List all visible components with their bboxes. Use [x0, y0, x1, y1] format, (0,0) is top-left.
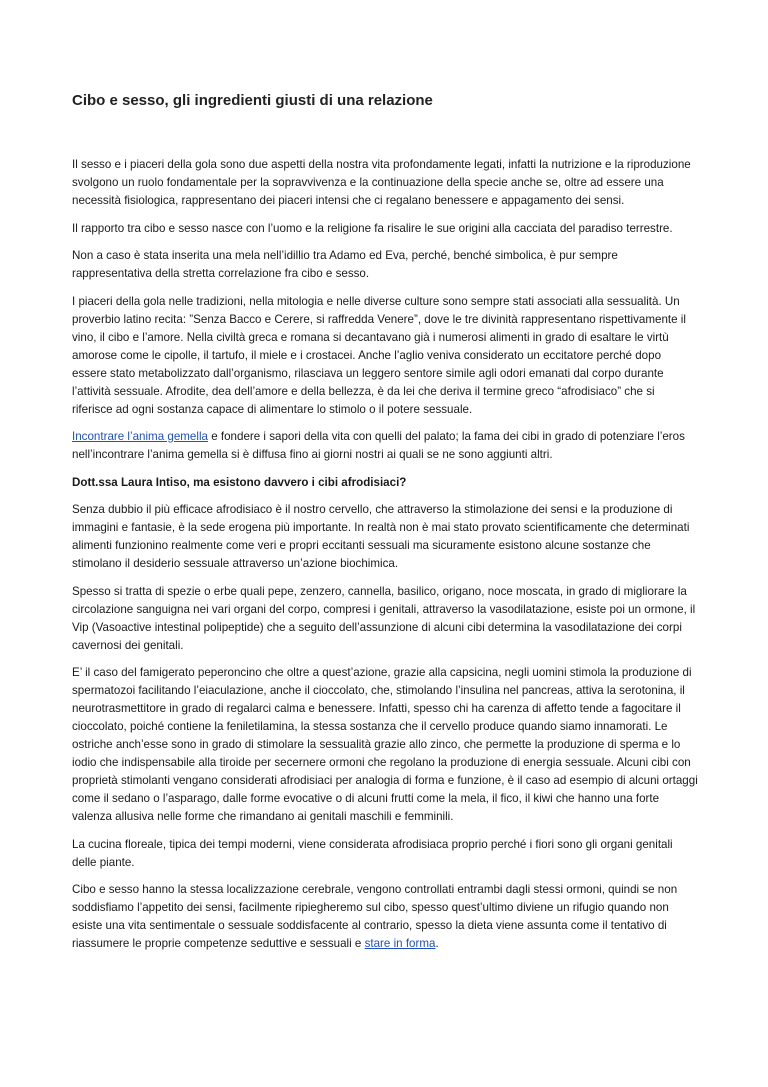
paragraph-foods: E’ il caso del famigerato peperoncino che oltre a quest’azione, grazie alla capsicina, negli uomini stimola la produzione di spermatozoi facilitando l’eiaculazione, anche il cioccolato, che, stimolando l’insulina nel pancreas, attiva la serotonina, il neurotrasmettitore in grado di regalarci calma e benessere. Infatti, spesso chi ha carenza di affetto tende a fagocitare il cioccolato, poiché contiene la feniletilamina, la stessa sostanza che il cervello produce quando siamo innamorati. Le ostriche anch’esse sono in grado di stimolare la sessualità grazie allo zinco, che permette la produzione di sperma e lo iodio che indispensabile alla tiroide per secernere ormoni che regolano la produzione di energia sessuale. Alcuni cibi con proprietà stimolanti vengano considerati afrodisiaci per analogia di forma e funzione, è il caso ad esempio di alcuni ortaggi come il sedano o l’asparago, dalle forme evocative o di alcuni frutti come la mela, il fico, il kiwi che hanno una forte valenza allusiva nelle forme che rimandano ai genitali maschili e femminili. [72, 666, 698, 823]
paragraph-spices: Spesso si tratta di spezie o erbe quali pepe, zenzero, cannella, basilico, origano, noce moscata, in grado di migliorare la circolazione sanguigna nei vari organi del corpo, compresi i genitali, attraverso la vasodilatazione, esiste poi un ormone, il Vip (Vasoactive intestinal polipeptide) che a seguito dell’assunzione di alcuni cibi determina la vasodilatazione dei corpi cavernosi dei genitali. [72, 584, 696, 652]
paragraph-floral: La cucina floreale, tipica dei tempi moderni, viene considerata afrodisiaca proprio perché i fiori sono gli organi genitali delle piante. [72, 837, 673, 869]
paragraph-traditions: I piaceri della gola nelle tradizioni, nella mitologia e nelle diverse culture sono sempre stati associati alla sessualità. Un proverbio latino recita: ”Senza Bacco e Cerere, si raffredda Venere”, dove le tre divinità rappresentano rispettivamente il vino, il cibo e l’amore. Nella civiltà greca e romana si decantavano già i numerosi alimenti in grado di esaltare le virtù amorose come le cipolle, il tartufo, il miele e i crostacei. Anche l’aglio veniva considerato un eccitatore perché dopo essere stato metabolizzato dall’organismo, rilasciava un leggero sentore simile agli odori emanati dal corpo durante l’attività sessuale. Afrodite, dea dell’amore e della bellezza, è da lei che deriva il termine greco “afrodisiaco” che si riferisce ad ogni sostanza capace di alimentare lo stimolo o il potere sessuale. [72, 294, 686, 416]
paragraph-origins: Il rapporto tra cibo e sesso nasce con l’uomo e la religione fa risalire le sue origini alla cacciata del paradiso terrestre. [72, 221, 673, 235]
paragraph-brain: Senza dubbio il più efficace afrodisiaco è il nostro cervello, che attraverso la stimolazione dei sensi e la produzione di immagini e fantasie, è la sede erogena più importante. In realtà non è mai stato provato scientificamente che determinati alimenti funzionino realmente come veri e propri eccitanti sessuali ma sicuramente esistono alcune sostanze che stimolano il desiderio sessuale attraverso un’azione biochimica. [72, 503, 690, 570]
document-title: Cibo e sesso, gli ingredienti giusti di una relazione [72, 92, 433, 109]
paragraph-conclusion-end: . [435, 937, 439, 950]
paragraph-conclusion-text: Cibo e sesso hanno la stessa localizzazione cerebrale, vengono controllati entrambi dagli stessi ormoni, quindi se non soddisfiamo l’appetito dei sensi, facilmente ripiegheremo sul cibo, spesso quest’ultimo diviene un rifugio quando non esiste una vita sentimentale o sessuale soddisfacente al contrario, spesso la dieta viene assunta come il tentativo di riassumere le proprie competenze seduttive e sessuali e [72, 883, 678, 950]
question-heading: Dott.ssa Laura Intiso, ma esistono davvero i cibi afrodisiaci? [72, 475, 407, 489]
paragraph-conclusion [72, 881, 698, 953]
document-page [72, 90, 698, 963]
paragraph-soulmate [72, 428, 698, 464]
paragraph-soulmate-text: e fondere i sapori della vita con quelli del palato; la fama dei cibi in grado di potenziare l’eros nell’incontrare l’anima gemella si è diffusa fino ai giorni nostri ai quali se ne sono aggiunti altri. [72, 430, 685, 461]
link-stare-in-forma[interactable]: stare in forma [364, 937, 436, 950]
link-incontrare-anima-gemella[interactable]: Incontrare l’anima gemella [72, 430, 208, 443]
paragraph-intro: Il sesso e i piaceri della gola sono due aspetti della nostra vita profondamente legati, infatti la nutrizione e la riproduzione svolgono un ruolo fondamentale per la sopravvivenza e la continuazione della specie anche se, oltre ad essere una necessità fisiologica, rappresentano dei piaceri intensi che ci regalano benessere e appagamento dei sensi. [72, 158, 691, 207]
paragraph-apple: Non a caso è stata inserita una mela nell’idillio tra Adamo ed Eva, perché, benché simbolica, è pur sempre rappresentativa della stretta correlazione fra cibo e sesso. [72, 249, 618, 280]
